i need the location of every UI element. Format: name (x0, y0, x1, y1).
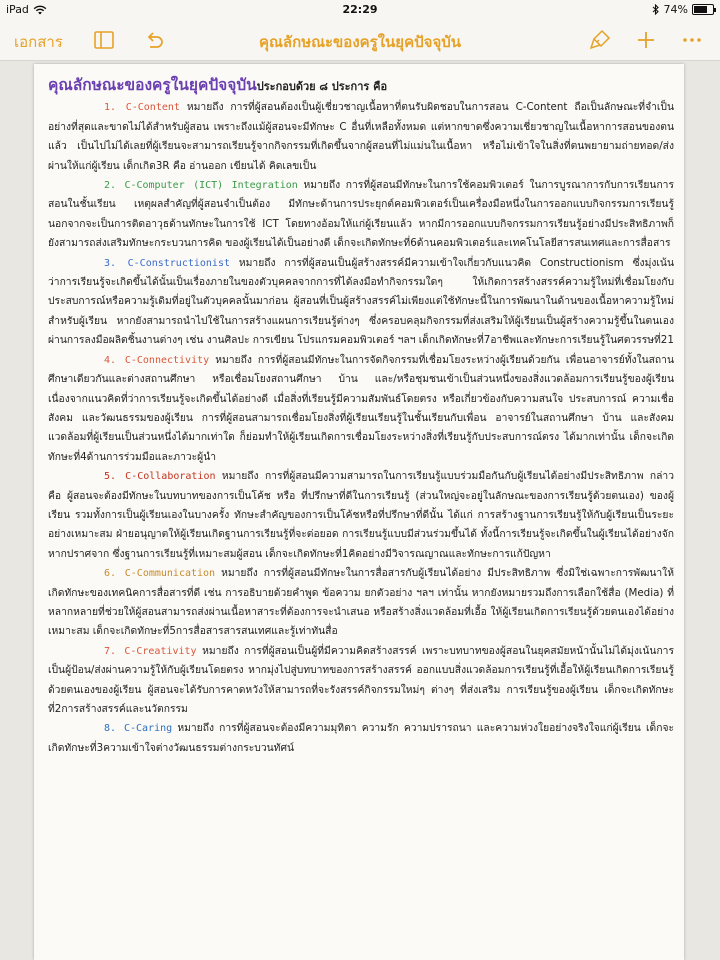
heading-rest: ประกอบด้วย ๘ ประการ คือ (256, 80, 388, 93)
paragraph-c-connectivity (48, 351, 674, 467)
more-icon[interactable] (680, 28, 704, 52)
item-text: หมายถึง การที่ผู้สอนมีความสามารถในการเรียนรู้แบบร่วมมือกันกับผู้เรียนได้อย่างมีประสิทธิภาพ กล่าวคือ ผู้สอนจะต้องมีทักษะในบทบาทของการเป็นโค้ช หรือ ที่ปรึกษาที่ดีในการเรียนรู้ (ส่วนใหญ่จะอยู่ในลักษณะของการเรียนรู้ด้วยตนเอง) ของผู้เรียน รวมทั้งการเป็นผู้เรียนเองในบางครั้ง ทักษะสำคัญของการเป็นโค้ชหรือที่ปรึกษาที่ดีนั้น ได้แก่ การสร้างฐานการเรียนรู้ให้กับผู้เรียนเป็นระยะ อย่างเหมาะสม ฝ่ายอนุญาตให้ผู้เรียนเกิดฐานการเรียนรู้ที่จะต่อยอด การเรียนรู้แบบมีส่วนร่วมขึ้นได้ ทั้งนี้การเรียนรู้จะเกิดขึ้นในผู้เรียนได้อย่างจักหากปราศจาก ซึ่งฐานการเรียนรู้ที่เหมาะสมผู้สอน เด็กจะเกิดทักษะที่1คิดอย่างมีวิจารณญาณและทักษะการแก้ปัญหา (48, 470, 674, 560)
paragraph-c-communication (48, 564, 674, 642)
paragraph-c-creativity (48, 642, 674, 720)
back-to-documents-button[interactable]: เอกสาร (14, 33, 63, 51)
undo-icon[interactable] (142, 28, 166, 52)
item-text: หมายถึง การที่ผู้สอนมีทักษะในการจัดกิจกรรมที่เชื่อมโยงระหว่างผู้เรียนด้วยกัน เพื่อนอาจารย์ทั้งในสถานศึกษาเดียวกันและต่างสถานศึกษา หรือเชื่อมโยงสถานศึกษา บ้าน และ/หรือชุมชนเข้าเป็นส่วนหนึ่งของสิ่งแวดล้อมการเรียนรู้ของผู้เรียน เนื่องจากแนวคิดที่ว่าการเรียนรู้จะเกิดขึ้นได้อย่างดี เมื่อสิ่งที่เรียนรู้มีความสัมพันธ์โดยตรง หรือเกี่ยวข้องกับความสนใจ ประสบการณ์ ความเชื่อ สังคม และวัฒนธรรมของผู้เรียน การที่ผู้สอนสามารถเชื่อมโยงสิ่งที่ผู้เรียนเรียนรู้ในชั้นเรียนกับเพื่อน อาจารย์ในสถานศึกษา บ้าน และสังคมแวดล้อมที่ผู้เรียนเป็นส่วนหนึ่งได้มากเท่าใด ก็ย่อมทำให้ผู้เรียนเกิดการเชื่อมโยงระหว่างสิ่งที่เรียนรู้กับประสบการณ์ตรง ได้มากเท่านั้น เด็กจะเกิดทักษะที่4ด้านการร่วมมือและภาวะผู้นำ (48, 353, 674, 463)
item-tag: 8. C-Caring (104, 723, 173, 735)
document-body[interactable] (48, 76, 674, 758)
item-tag: 5. C-Collaboration (104, 471, 216, 483)
item-text: หมายถึง การที่ผู้สอนเป็นผู้สร้างสรรค์มีความเข้าใจเกี่ยวกับแนวคิด Constructionism ซึ่งมุ่งเน้นว่าการเรียนรู้จะเกิดขึ้นได้นั้นเป็นเรื่องภายในของตัวบุคคลจากการที่ได้ลงมือทำกิจกรรมใดๆ ให้เกิดการสร้างสรรค์ความรู้ใหม่ที่เชื่อมโยงกับประสบการณ์หรือความรู้เดิมที่อยู่ในตัวบุคคลนั้นมาก่อน ผู้สอนที่เป็นผู้สร้างสรรค์ไม่เพียงแต่ใช้ทักษะนี้ในการพัฒนาในด้านของเนื้อหาความรู้ใหม่สำหรับผู้เรียน หากยังสามารถนำไปใช้ในการสร้างแผนการเรียนรู้ต่างๆ ซึ่งครอบคลุมกิจกรรมที่ส่งเสริมให้ผู้เรียนเป็นผู้สร้างความรู้ขึ้นในตนเอง ผ่านการลงมือผลิตชิ้นงานต่างๆ เช่น งานศิลปะ การเขียน โปรแกรมคอมพิวเตอร์ ฯลฯ เด็กเกิดทักษะที่7อาชีพและทักษะการเรียนรู้ในศตวรรษที่21 (48, 256, 674, 347)
device-label: iPad (6, 3, 29, 16)
bluetooth-icon (652, 4, 660, 15)
heading-highlight: คุณลักษณะของครูในยุคปัจจุบัน (48, 76, 257, 94)
item-tag: 3. C-Constructionist (104, 257, 230, 269)
item-tag: 1. C-Content (104, 102, 180, 114)
add-icon[interactable] (634, 28, 658, 52)
status-bar (0, 0, 720, 20)
document-page[interactable] (34, 64, 684, 960)
paragraph-c-computer (48, 176, 674, 254)
battery-percent: 74% (663, 3, 688, 16)
clock: 22:29 (342, 3, 378, 16)
battery-icon (692, 4, 714, 15)
paragraph-c-collaboration (48, 467, 674, 564)
paragraph-c-content (48, 98, 674, 176)
item-tag: 7. C-Creativity (104, 645, 197, 657)
paragraph-c-constructionist (48, 254, 674, 351)
item-text: หมายถึง การที่ผู้สอนมีทักษะในการสื่อสารกับผู้เรียนได้อย่าง มีประสิทธิภาพ ซึ่งมิใช่เฉพาะการพัฒนาให้เกิดทักษะของเทคนิคการสื่อสารที่ดี เช่น การอธิบายด้วยคำพูด ข้อความ ยกตัวอย่าง ฯลฯ เท่านั้น หากยังหมายรวมถึงการเลือกใช้สื่อ (Media) ที่หลากหลายที่ช่วยให้ผู้สอนสามารถส่งผ่านเนื้อหาสาระที่ต้องการจะนำเสนอ หรือสร้างสิ่งแวดล้อมที่เอื้อ ให้ผู้เรียนเกิดการเรียนรู้ด้วยตนเองได้อย่างเหมาะสม เด็กจะเกิดทักษะที่5การสื่อสารสารสนเทศและรู้เท่าทันสื่อ (48, 567, 675, 638)
item-tag: 6. C-Communication (104, 568, 216, 580)
paragraph-c-caring (48, 719, 674, 758)
toolbar (0, 20, 720, 61)
document-heading (48, 76, 674, 96)
item-text: หมายถึง การที่ผู้สอนต้องเป็นผู้เชี่ยวชาญเนื้อหาที่ตนรับผิดชอบในการสอน C-Content ถือเป็นลักษณะที่จำเป็นอย่างที่สุดและขาดไม่ได้สำหรับผู้สอน เพราะถึงแม้ผู้สอนจะมีทักษะ C อื่นที่เหลือทั้งหมด แต่หากขาดซึ่งความเชี่ยวชาญในเนื้อหาการสอนของตนแล้ว เป็นไปไม่ได้เลยที่ผู้เรียนจะสามารถเรียนรู้จากกิจกรรมที่เกิดขึ้นจากผู้สอนที่ไม่แม่นในเนื้อหา หรือไม่เข้าใจในสิ่งที่ตนพยายามถ่ายทอด/ส่งผ่านให้แก่ผู้เรียน เด็กเกิด3R คือ อ่านออก เขียนได้ คิดเลขเป็น (48, 101, 674, 172)
item-tag: 4. C-Connectivity (104, 354, 210, 366)
item-text: หมายถึง การที่ผู้สอนจะต้องมีความมุทิตา ความรัก ความปรารถนา และความห่วงใยอย่างจริงใจแก่ผู้เรียน เด็กจะเกิดทักษะที่3ความเข้าใจต่างวัฒนธรรมต่างกระบวนทัศน์ (48, 722, 675, 754)
item-tag: 2. C-Computer (ICT) Integration (104, 180, 298, 192)
sidebar-toggle-icon[interactable] (92, 28, 116, 52)
item-text: หมายถึง การที่ผู้สอนเป็นผู้ที่มีความคิดสร้างสรรค์ เพราะบทบาทของผู้สอนในยุคสมัยหน้านั้นไม่ได้มุ่งเน้นการเป็นผู้ป้อน/ส่งผ่านความรู้ให้กับผู้เรียนโดยตรง หากมุ่งไปสู่บทบาทของการสร้างสรรค์ ออกแบบสิ่งแวดล้อมการเรียนรู้ที่เอื้อให้ผู้เรียนเกิดการเรียนรู้ด้วยตนเองของผู้เรียน ผู้สอนจะได้รับการคาดหวังให้สามารถที่จะรังสรรค์กิจกรรมใหม่ๆ ต่างๆ ที่ส่งเสริม การเรียนรู้ของผู้เรียน เด็กจะเกิดทักษะที่2การสร้างสรรค์และนวัตกรรม (48, 644, 674, 715)
item-text: หมายถึง การที่ผู้สอนมีทักษะในการใช้คอมพิวเตอร์ ในการบูรณาการกับการเรียนการสอนในชั้นเรียน เหตุผลสำคัญที่ผู้สอนจำเป็นต้อง มีทักษะด้านการประยุกต์คอมพิวเตอร์เป็นเครื่องมือหนึ่งในการออกแบบกิจกรรมการเรียนรู้ นอกจากจะเป็นการติดอาวุธด้านทักษะในการใช้ ICT โดยทางอ้อมให้แก่ผู้เรียนแล้ว หากมีการออกแบบกิจกรรมการเรียนรู้อย่างมีประสิทธิภาพก็ยังสามารถส่งเสริมทักษะกระบวนการคิด ของผู้เรียนได้เป็นอย่างดี เด็กจะเกิดทักษะที่6ด้านคอมพิวเตอร์และเทคโนโลยีสารสนเทศและการสื่อสาร (48, 179, 674, 250)
document-title: คุณลักษณะของครูในยุคปัจจุบัน (258, 33, 462, 51)
format-brush-icon[interactable] (588, 28, 612, 52)
